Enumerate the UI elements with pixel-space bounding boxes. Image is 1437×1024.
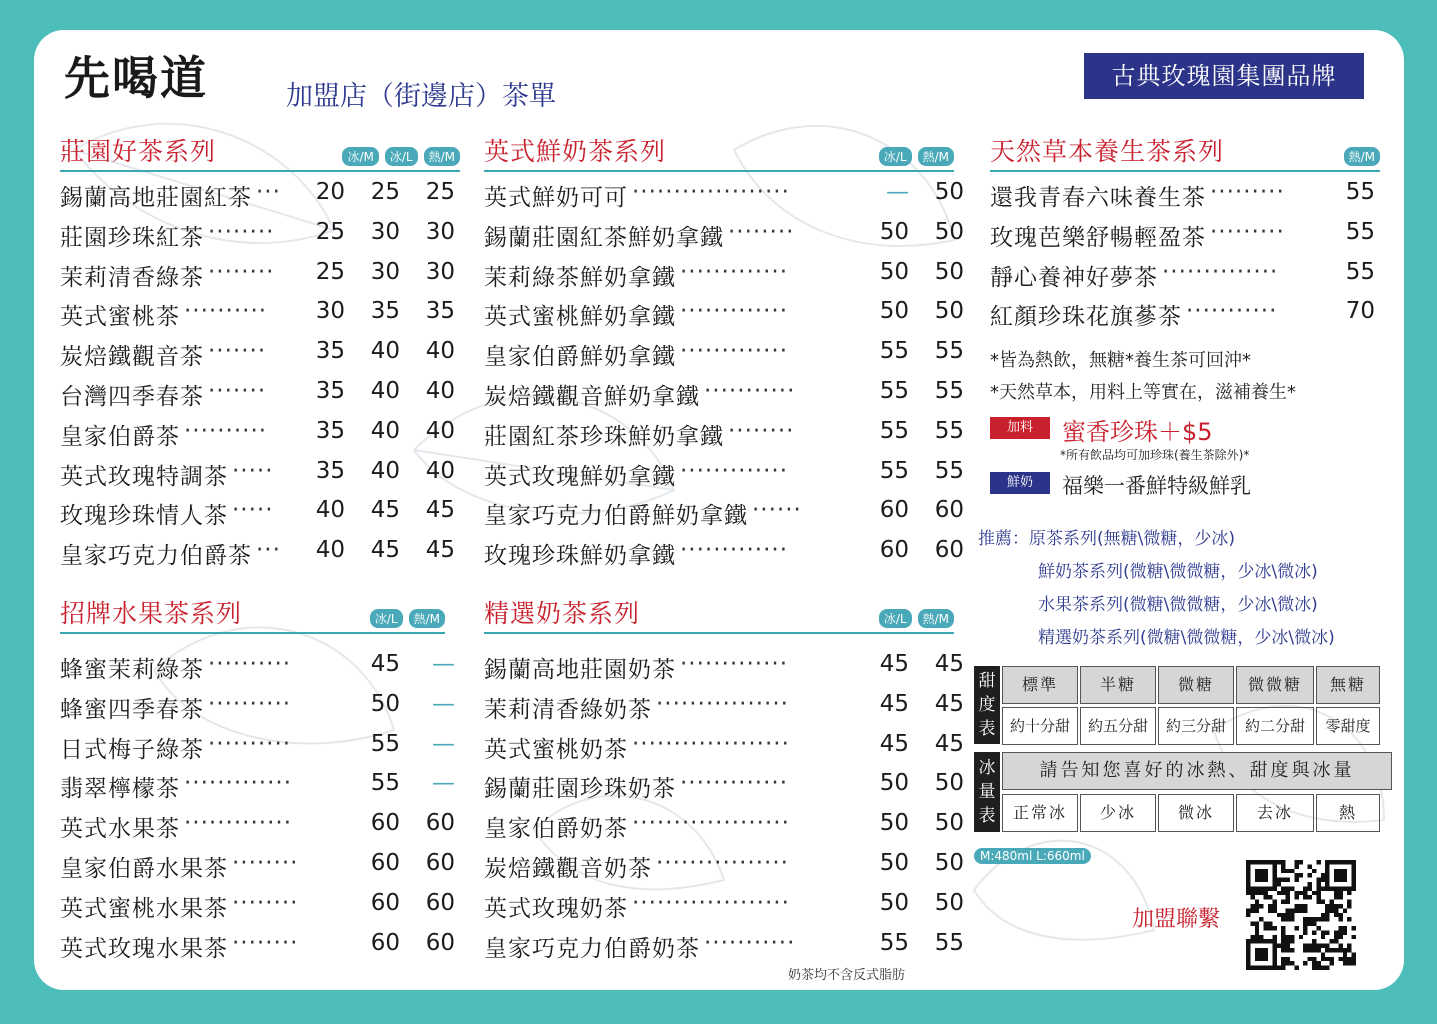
recommend-line: 推薦：原茶系列(無糖\微糖，少冰) [978,529,1235,549]
item-list [60,634,455,962]
item-price: 50 [934,889,964,916]
item-price: 55 [934,338,964,365]
item-price: 40 [370,377,400,404]
item-list [990,172,1380,331]
item-leader-dots: ········ [208,258,275,285]
item-price: 55 [934,457,964,484]
item-name: 還我青春六味養生茶 [990,185,1206,211]
section-fresh-milk-tea [484,130,964,570]
item-price: 25 [370,179,400,205]
menu-item [484,371,964,411]
ice-level-cell: 正常冰 [1002,794,1078,832]
item-leader-dots: ········ [208,218,275,245]
menu-item [484,490,964,530]
item-name: 皇家伯爵奶茶 [484,816,628,843]
item-name: 茉莉綠茶鮮奶拿鐵 [484,264,676,291]
item-name: 皇家伯爵水果茶 [60,855,228,882]
item-leader-dots: ········· [1210,218,1285,245]
item-price: 60 [425,929,455,956]
item-price: 45 [370,537,400,564]
item-leader-dots: ············· [680,457,789,484]
section-title: 莊園好茶系列 [60,137,217,166]
item-price: 45 [370,497,400,524]
milk-tag: 鮮奶 [990,472,1050,494]
item-price: — [432,690,455,717]
menu-item [484,644,964,684]
item-name: 台灣四季春茶 [60,383,204,410]
item-price: 40 [370,338,400,365]
size-pill: 冰/M [342,147,378,166]
item-price: 50 [879,810,909,837]
sweetness-table-label: 甜度表 [974,666,1000,744]
menu-item [60,451,460,491]
recommend-line: 精選奶茶系列(微糖\微微糖，少冰\微冰) [1038,628,1335,648]
item-name: 茉莉清香綠茶 [60,264,204,291]
section-milk-tea [484,592,964,962]
menu-item [60,883,455,923]
sweetness-desc-cell: 零甜度 [1316,707,1380,745]
sweetness-desc-cell: 約三分甜 [1158,707,1234,745]
item-price: 35 [370,298,400,325]
item-leader-dots: ·········· [184,298,268,325]
item-price: 60 [934,537,964,564]
franchise-contact-label: 加盟聯繫 [1132,907,1221,932]
item-price: 55 [370,770,400,797]
item-price: 60 [934,497,964,524]
item-price: 45 [934,730,964,757]
item-leader-dots: ················ [656,849,789,876]
sweetness-level-cell: 微微糖 [1236,666,1314,704]
item-leader-dots: ·········· [208,690,292,717]
item-name: 錫蘭莊園紅茶鮮奶拿鐵 [484,224,724,251]
item-leader-dots: ············· [680,651,789,677]
menu-item [60,803,455,843]
item-price: 25 [315,258,345,285]
item-price: 55 [1345,218,1375,245]
item-price: 45 [425,497,455,524]
item-price: 40 [425,457,455,484]
item-price: 35 [315,338,345,365]
item-leader-dots: ············· [680,258,789,285]
item-leader-dots: ············· [680,338,789,365]
item-price: — [432,730,455,757]
item-name: 英式玫瑰鮮奶拿鐵 [484,463,676,490]
item-price: 50 [879,218,909,245]
menu-item [484,883,964,923]
size-pill: 冰/L [879,609,912,628]
item-price: 55 [934,417,964,444]
item-price: 50 [934,810,964,837]
group-brand-banner: 古典玫瑰園集團品牌 [1084,53,1364,99]
section-header [484,592,954,634]
item-price: 55 [879,377,909,404]
item-price: 30 [370,218,400,245]
item-name: 皇家巧克力伯爵茶 [60,543,252,570]
menu-item [484,843,964,883]
milk-brand: 福樂一番鮮特級鮮乳 [1062,474,1251,498]
item-price: 45 [934,690,964,717]
item-price: 40 [315,497,345,524]
item-name: 玫瑰珍珠情人茶 [60,503,228,530]
menu-item [60,291,460,331]
item-price: 50 [934,849,964,876]
item-name: 英式水果茶 [60,816,180,843]
menu-item [990,291,1380,331]
item-list [60,172,460,570]
item-price: 50 [879,889,909,916]
item-price: 50 [934,770,964,797]
item-price: 50 [879,849,909,876]
ice-level-cell: 熱 [1316,794,1380,832]
item-price: 60 [370,810,400,837]
size-pill: 冰/L [370,609,403,628]
item-price: 35 [315,457,345,484]
menu-item [484,291,964,331]
item-price: 40 [425,338,455,365]
menu-item [484,331,964,371]
qr-code-icon[interactable] [1246,860,1356,970]
size-pill: 冰/L [879,147,912,166]
item-price: 40 [315,537,345,564]
addon-note: *所有飲品均可加珍珠(養生茶除外)* [1060,448,1250,462]
item-price: 45 [879,651,909,677]
menu-subtitle: 加盟店（街邊店）茶單 [286,81,556,112]
item-price: 20 [315,179,345,205]
item-price: 40 [425,417,455,444]
section-header [484,130,954,172]
item-price: 60 [879,537,909,564]
item-price: 60 [370,889,400,916]
menu-item [60,724,455,764]
item-leader-dots: ······ [752,497,802,524]
item-leader-dots: ····· [232,457,274,484]
menu-item [60,172,460,212]
item-price: 55 [879,417,909,444]
item-price: 50 [879,770,909,797]
item-name: 皇家伯爵茶 [60,423,180,450]
item-price: 60 [879,497,909,524]
item-leader-dots: ················ [656,690,789,717]
ice-level-cell: 去冰 [1236,794,1314,832]
section-title: 精選奶茶系列 [484,599,641,628]
item-price: 50 [934,179,964,205]
item-leader-dots: ··· [256,179,281,205]
menu-item [484,411,964,451]
item-price: 55 [879,457,909,484]
menu-item [60,923,455,963]
menu-item [990,172,1380,212]
item-price: 55 [934,929,964,956]
size-pill: 冰/L [385,147,418,166]
item-name: 翡翠檸檬茶 [60,776,180,803]
ice-table-label: 冰量表 [974,752,1000,832]
item-name: 玫瑰芭樂舒暢輕盈茶 [990,224,1206,251]
sweetness-level-cell: 微糖 [1158,666,1234,704]
menu-item [484,724,964,764]
section-header [990,130,1380,172]
item-price: 60 [370,929,400,956]
section-fruit-tea [60,592,455,962]
item-name: 莊園紅茶珍珠鮮奶拿鐵 [484,423,724,450]
item-leader-dots: ··········· [704,929,796,956]
item-price: 50 [370,690,400,717]
item-name: 茉莉清香綠奶茶 [484,696,652,723]
menu-item [60,371,460,411]
item-name: 炭焙鐵觀音茶 [60,344,204,371]
item-leader-dots: ········· [1210,179,1285,205]
item-list [484,634,964,962]
menu-item [484,451,964,491]
section-title: 招牌水果茶系列 [60,599,243,628]
herbal-note: *天然草本，用料上等實在，滋補養生* [990,382,1296,403]
item-leader-dots: ··········· [1186,298,1278,325]
item-name: 玫瑰珍珠鮮奶拿鐵 [484,543,676,570]
item-leader-dots: ··· [256,537,281,564]
menu-item [60,843,455,883]
item-leader-dots: ·········· [208,651,292,677]
item-leader-dots: ····· [232,497,274,524]
section-header [60,130,460,172]
item-price: 50 [879,298,909,325]
item-name: 炭焙鐵觀音奶茶 [484,855,652,882]
item-leader-dots: ········ [232,929,299,956]
item-price: 55 [934,377,964,404]
addon-pearl-price: 蜜香珍珠＋$5 [1062,418,1213,446]
menu-item [60,252,460,292]
item-price: 30 [425,218,455,245]
item-price: 45 [370,651,400,677]
sweetness-desc-cell: 約五分甜 [1080,707,1156,745]
item-price: 40 [370,417,400,444]
menu-item [484,212,964,252]
menu-item [60,763,455,803]
item-leader-dots: ·············· [1162,258,1279,285]
item-leader-dots: ······· [208,338,267,365]
addon-tag: 加料 [990,417,1050,439]
sweetness-level-cell: 無糖 [1316,666,1380,704]
item-leader-dots: ··················· [632,889,790,916]
item-price: 30 [425,258,455,285]
item-leader-dots: ··················· [632,179,790,205]
size-pill: 熱/M [918,147,954,166]
menu-item [60,530,460,570]
sweetness-level-cell: 標準 [1002,666,1078,704]
menu-item [60,684,455,724]
item-leader-dots: ············· [680,537,789,564]
menu-card [34,30,1404,990]
item-name: 皇家伯爵鮮奶拿鐵 [484,344,676,371]
recommend-line: 鮮奶茶系列(微糖\微微糖，少冰\微冰) [1038,562,1318,582]
herbal-note: *皆為熱飲，無糖*養生茶可回沖* [990,350,1251,371]
item-leader-dots: ············· [184,770,293,797]
ice-notice: 請告知您喜好的冰熱、甜度與冰量 [1002,752,1392,790]
item-leader-dots: ········ [728,417,795,444]
item-list [484,172,964,570]
menu-item [484,684,964,724]
item-leader-dots: ··················· [632,730,790,757]
trans-fat-note: 奶茶均不含反式脂肪 [788,968,906,983]
section-header [60,592,445,634]
item-leader-dots: ·········· [208,730,292,757]
item-price: 50 [934,218,964,245]
item-name: 英式蜜桃水果茶 [60,895,228,922]
item-leader-dots: ············· [184,810,293,837]
item-price: 35 [315,417,345,444]
item-leader-dots: ········ [232,889,299,916]
item-price: 45 [934,651,964,677]
item-price: 55 [370,730,400,757]
item-name: 錫蘭高地莊園紅茶 [60,185,252,211]
item-name: 英式蜜桃奶茶 [484,736,628,763]
ice-level-cell: 少冰 [1080,794,1156,832]
item-price: 35 [315,377,345,404]
sweetness-desc-cell: 約十分甜 [1002,707,1078,745]
menu-item [484,803,964,843]
size-pill: 熱/M [409,609,445,628]
section-title: 天然草本養生茶系列 [990,137,1225,166]
item-name: 英式玫瑰奶茶 [484,895,628,922]
item-price: 25 [425,179,455,205]
item-leader-dots: ··················· [632,810,790,837]
item-price: 25 [315,218,345,245]
item-name: 皇家巧克力伯爵鮮奶拿鐵 [484,503,748,530]
item-name: 蜂蜜四季春茶 [60,696,204,723]
item-price: 70 [1345,298,1375,325]
item-price: 55 [1345,258,1375,285]
item-leader-dots: ··········· [704,377,796,404]
item-price: 55 [879,929,909,956]
item-name: 英式玫瑰水果茶 [60,935,228,962]
size-pill: 熱/M [918,609,954,628]
item-name: 皇家巧克力伯爵奶茶 [484,935,700,962]
menu-item [60,212,460,252]
item-name: 莊園珍珠紅茶 [60,224,204,251]
item-price: 50 [934,298,964,325]
menu-item [484,763,964,803]
item-price: 55 [1345,179,1375,205]
item-leader-dots: ······· [208,377,267,404]
menu-item [484,172,964,212]
item-price: 60 [425,889,455,916]
item-name: 蜂蜜茉莉綠茶 [60,657,204,683]
item-leader-dots: ········ [232,849,299,876]
menu-item [990,212,1380,252]
item-price: 55 [879,338,909,365]
size-pill: 熱/M [1344,147,1380,166]
brand-logo: 先喝道 [64,51,208,105]
item-price: 30 [315,298,345,325]
item-name: 英式蜜桃茶 [60,304,180,331]
item-name: 靜心養神好夢茶 [990,264,1158,291]
item-price: 60 [425,849,455,876]
item-leader-dots: ········ [728,218,795,245]
item-name: 紅顏珍珠花旗蔘茶 [990,304,1182,331]
item-price: 50 [879,258,909,285]
item-price: 60 [425,810,455,837]
item-price: — [432,770,455,797]
item-name: 英式玫瑰特調茶 [60,463,228,490]
recommend-line: 水果茶系列(微糖\微微糖，少冰\微冰) [1038,595,1318,615]
item-price: 45 [425,537,455,564]
item-price: 45 [879,730,909,757]
section-herbal-tea [990,130,1380,331]
item-price: — [886,179,909,205]
item-price: — [432,651,455,677]
menu-item [60,411,460,451]
sweetness-level-cell: 半糖 [1080,666,1156,704]
menu-item [60,331,460,371]
item-price: 30 [370,258,400,285]
section-estate-tea [60,130,460,570]
item-price: 40 [425,377,455,404]
menu-item [990,252,1380,292]
item-name: 日式梅子綠茶 [60,736,204,763]
item-price: 40 [370,457,400,484]
item-price: 45 [879,690,909,717]
menu-item [484,530,964,570]
item-price: 60 [370,849,400,876]
item-price: 50 [934,258,964,285]
menu-item [484,923,964,963]
item-name: 英式蜜桃鮮奶拿鐵 [484,304,676,331]
menu-item [60,490,460,530]
item-name: 炭焙鐵觀音鮮奶拿鐵 [484,383,700,410]
item-price: 35 [425,298,455,325]
menu-item [60,644,455,684]
sweetness-desc-cell: 約二分甜 [1236,707,1314,745]
item-leader-dots: ············· [680,298,789,325]
section-title: 英式鮮奶茶系列 [484,137,667,166]
item-name: 錫蘭高地莊園奶茶 [484,657,676,683]
item-name: 英式鮮奶可可 [484,185,628,211]
item-name: 錫蘭莊園珍珠奶茶 [484,776,676,803]
item-leader-dots: ·········· [184,417,268,444]
menu-item [484,252,964,292]
size-pill: 熱/M [424,147,460,166]
ice-level-cell: 微冰 [1158,794,1234,832]
item-leader-dots: ············· [680,770,789,797]
size-volume-pill: M:480ml L:660ml [974,848,1091,864]
